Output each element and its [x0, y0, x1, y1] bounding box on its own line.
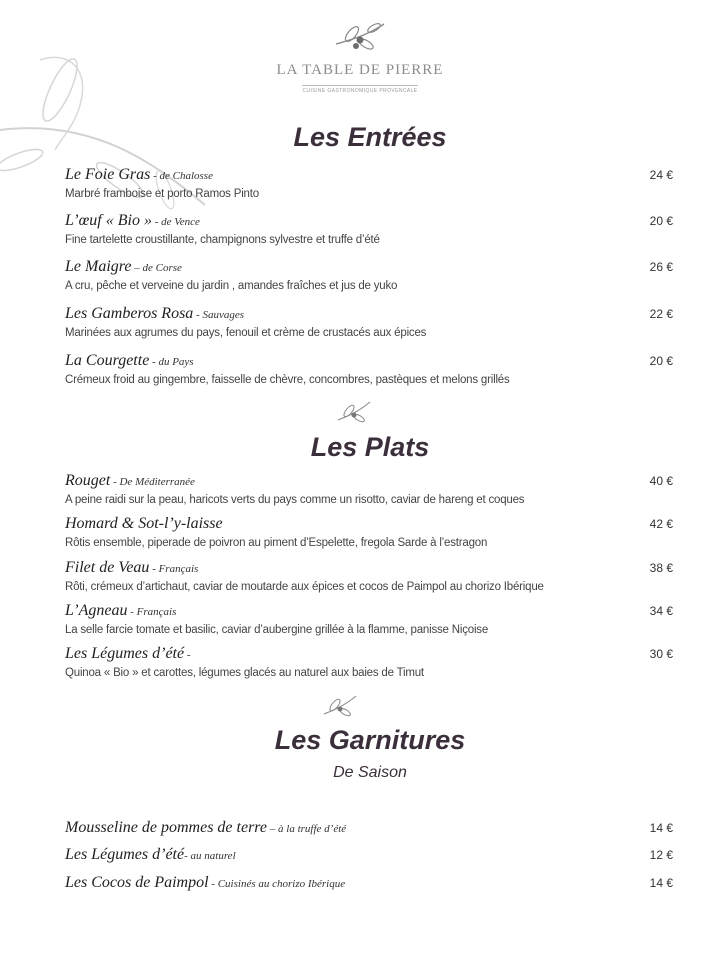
item-name: Les Légumes d’été — [65, 846, 185, 863]
item-price: 14 € — [649, 821, 673, 835]
menu-item — [65, 166, 673, 200]
item-name: Homard & Sot-l’y-laisse — [65, 515, 223, 532]
item-description: Crémeux froid au gingembre, faisselle de chèvre, concombres, pastèques et melons grillés — [65, 374, 510, 386]
item-price: 38 € — [649, 561, 673, 575]
item-price: 20 € — [649, 354, 673, 368]
olive-sprig-divider-icon — [334, 396, 374, 428]
item-origin: - Français — [149, 563, 199, 575]
item-origin: - de Vence — [151, 216, 200, 228]
menu-item — [65, 305, 673, 339]
item-origin: - au naturel — [184, 850, 236, 862]
item-origin: - Cuisinés au chorizo Ibérique — [208, 878, 346, 890]
item-description: Quinoa « Bio » et carottes, légumes glacés au naturel aux baies de Timut — [65, 667, 424, 679]
item-origin: – de Corse — [131, 262, 182, 274]
item-price: 42 € — [649, 517, 673, 531]
item-price: 20 € — [649, 214, 673, 228]
item-price: 22 € — [649, 307, 673, 321]
section-subtitle-garnitures: De Saison — [333, 764, 407, 781]
menu-item — [65, 846, 673, 868]
item-origin: - Français — [127, 606, 177, 618]
item-price: 30 € — [649, 647, 673, 661]
item-name: Les Légumes d’été — [65, 645, 185, 662]
restaurant-tagline: CUISINE GASTRONOMIQUE PROVENCALE — [302, 85, 417, 94]
menu-item — [65, 602, 673, 636]
item-price: 34 € — [649, 604, 673, 618]
item-price: 14 € — [649, 876, 673, 890]
item-name: Les Gamberos Rosa — [65, 305, 194, 322]
item-name: L’Agneau — [65, 602, 128, 619]
item-description: Marbré framboise et porto Ramos Pinto — [65, 188, 259, 200]
menu-item — [65, 874, 673, 896]
olive-sprig-divider-icon — [320, 690, 360, 722]
item-price: 24 € — [649, 168, 673, 182]
section-title-plats: Les Plats — [310, 432, 430, 462]
item-description: Fine tartelette croustillante, champignons sylvestre et truffe d’été — [65, 234, 380, 246]
item-name: L’œuf « Bio » — [65, 212, 152, 229]
item-name: Rouget — [65, 472, 111, 489]
menu-item — [65, 819, 673, 841]
section-title-garnitures: Les Garnitures — [274, 725, 466, 755]
restaurant-name: LA TABLE DE PIERRE — [276, 62, 444, 78]
item-name: Filet de Veau — [65, 559, 150, 576]
item-description: A peine raidi sur la peau, haricots verts du pays comme un risotto, caviar de hareng et coques — [65, 494, 525, 506]
item-price: 40 € — [649, 474, 673, 488]
item-price: 12 € — [649, 848, 673, 862]
menu-item — [65, 258, 673, 292]
item-name: Les Cocos de Paimpol — [65, 874, 209, 891]
item-origin: - du Pays — [149, 356, 194, 368]
item-description: Marinées aux agrumes du pays, fenouil et crème de crustacés aux épices — [65, 327, 427, 339]
menu-item — [65, 352, 673, 386]
item-name: La Courgette — [65, 352, 150, 369]
olive-branch-icon — [330, 14, 390, 58]
menu-item — [65, 559, 673, 593]
item-description: Rôtis ensemble, piperade de poivron au piment d’Espelette, fregola Sarde à l’estragon — [65, 537, 488, 549]
item-description: A cru, pêche et verveine du jardin , amandes fraîches et jus de yuko — [65, 280, 398, 292]
menu-item — [65, 645, 673, 679]
restaurant-logo — [0, 14, 720, 97]
item-name: Mousseline de pommes de terre — [65, 819, 268, 836]
item-name: Le Foie Gras — [65, 166, 151, 183]
item-origin: - Sauvages — [193, 309, 245, 321]
item-origin: – à la truffe d’été — [267, 823, 347, 835]
item-description: Rôti, crémeux d’artichaut, caviar de moutarde aux épices et cocos de Paimpol au chorizo Ibérique — [65, 581, 544, 593]
menu-item — [65, 515, 673, 549]
menu-item — [65, 212, 673, 246]
item-origin: - De Méditerranée — [110, 476, 195, 488]
item-origin: - de Chalosse — [150, 170, 213, 182]
item-price: 26 € — [649, 260, 673, 274]
item-description: La selle farcie tomate et basilic, caviar d’aubergine grillée à la flamme, panisse Niçoise — [65, 624, 489, 636]
item-origin: - — [184, 649, 191, 661]
section-title-entrees: Les Entrées — [293, 122, 447, 152]
menu-item — [65, 472, 673, 506]
item-name: Le Maigre — [65, 258, 132, 275]
